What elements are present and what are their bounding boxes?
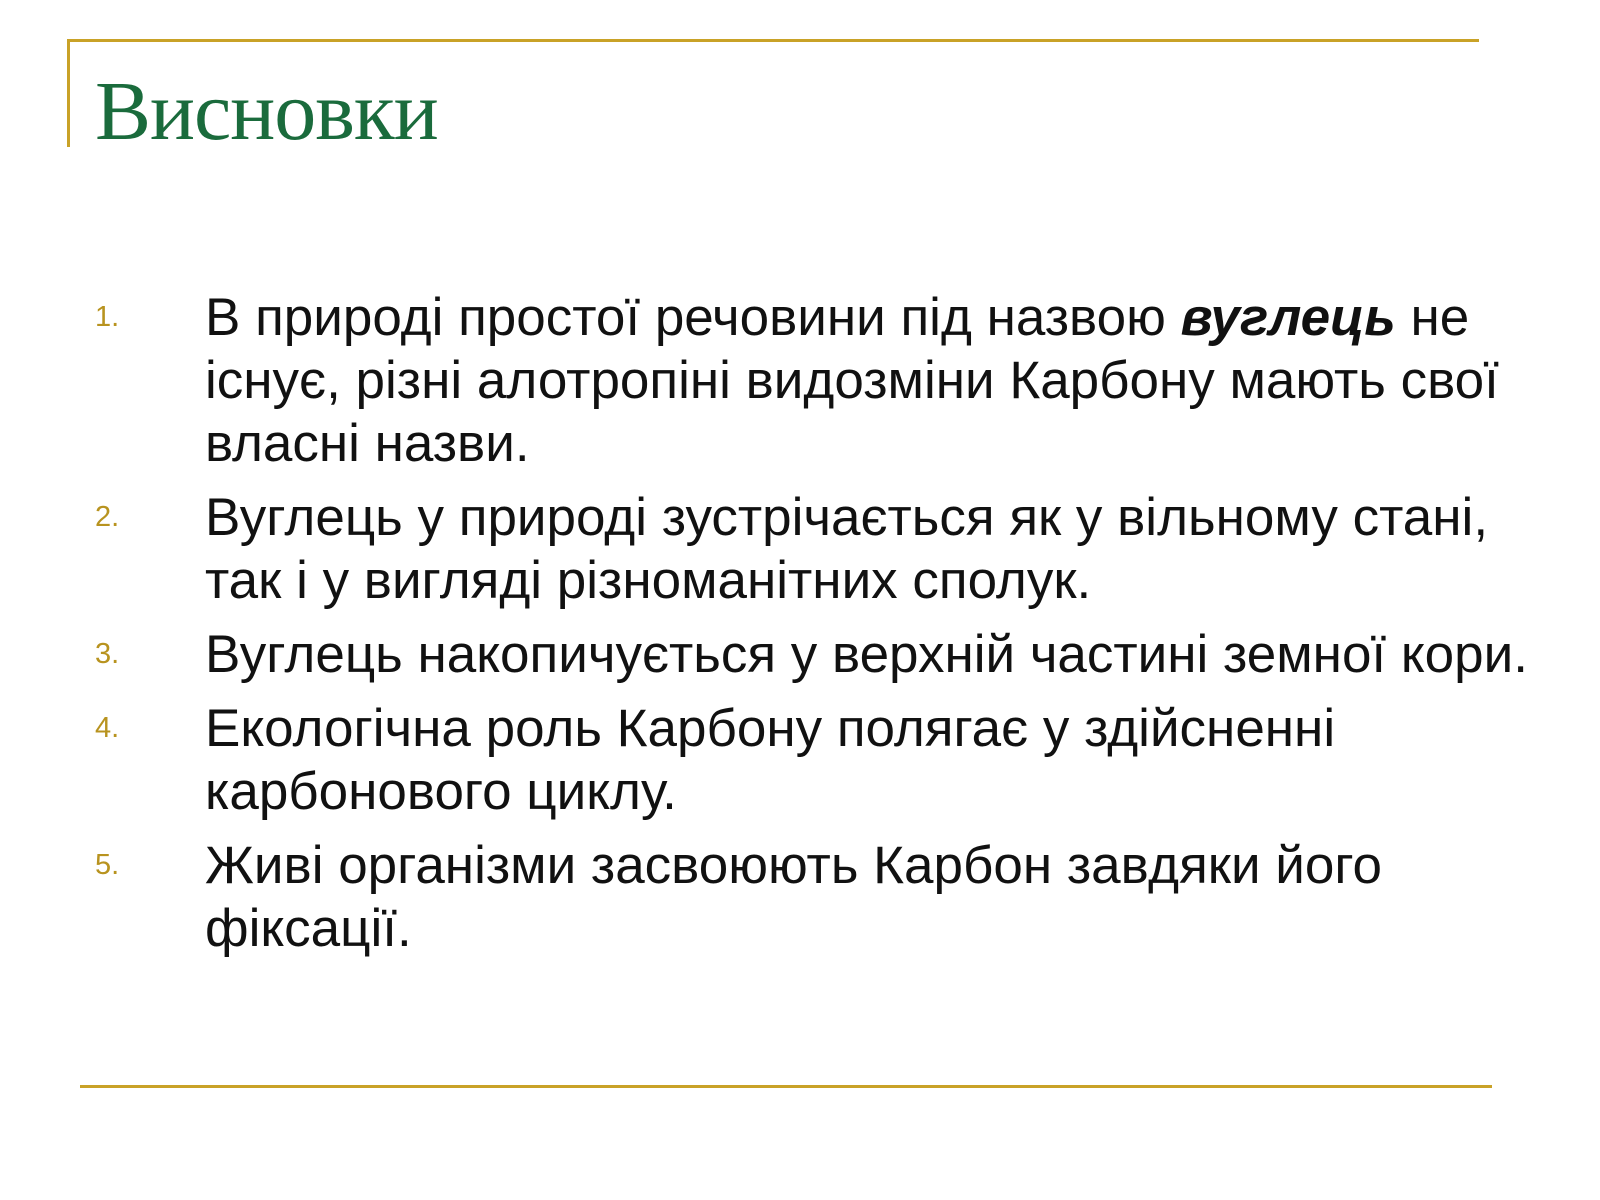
list-item-text <box>205 286 1535 475</box>
list-item <box>95 697 1535 823</box>
emphasized-term: вуглець <box>1180 288 1396 347</box>
conclusions-list <box>95 286 1535 971</box>
title-accent-bar <box>67 39 70 147</box>
list-item-text-start: В природі простої речовини під назвою <box>205 288 1181 347</box>
list-item-text: Екологічна роль Карбону полягає у здійсненні карбонового циклу. <box>205 699 1336 821</box>
list-item <box>95 623 1535 686</box>
list-item-number: 3. <box>95 638 120 670</box>
list-item-number: 1. <box>95 301 120 333</box>
slide-title: Висновки <box>95 65 438 158</box>
list-item <box>95 286 1535 475</box>
list-item <box>95 486 1535 612</box>
list-item-text: Вуглець у природі зустрічається як у вільному стані, так і у вигляді різноманітних сполук. <box>205 488 1489 610</box>
list-item-text: Живі організми засвоюють Карбон завдяки його фіксації. <box>205 836 1383 958</box>
list-item <box>95 834 1535 960</box>
list-item-text-end: не існує, різні алотропіні видозміни Карбону мають свої власні назви. <box>205 288 1499 473</box>
list-item-number: 4. <box>95 712 120 744</box>
top-divider <box>67 39 1479 42</box>
list-item-text: Вуглець накопичується у верхній частині земної кори. <box>205 625 1528 684</box>
list-item-number: 5. <box>95 849 120 881</box>
bottom-divider <box>80 1085 1492 1088</box>
list-item-number: 2. <box>95 501 120 533</box>
